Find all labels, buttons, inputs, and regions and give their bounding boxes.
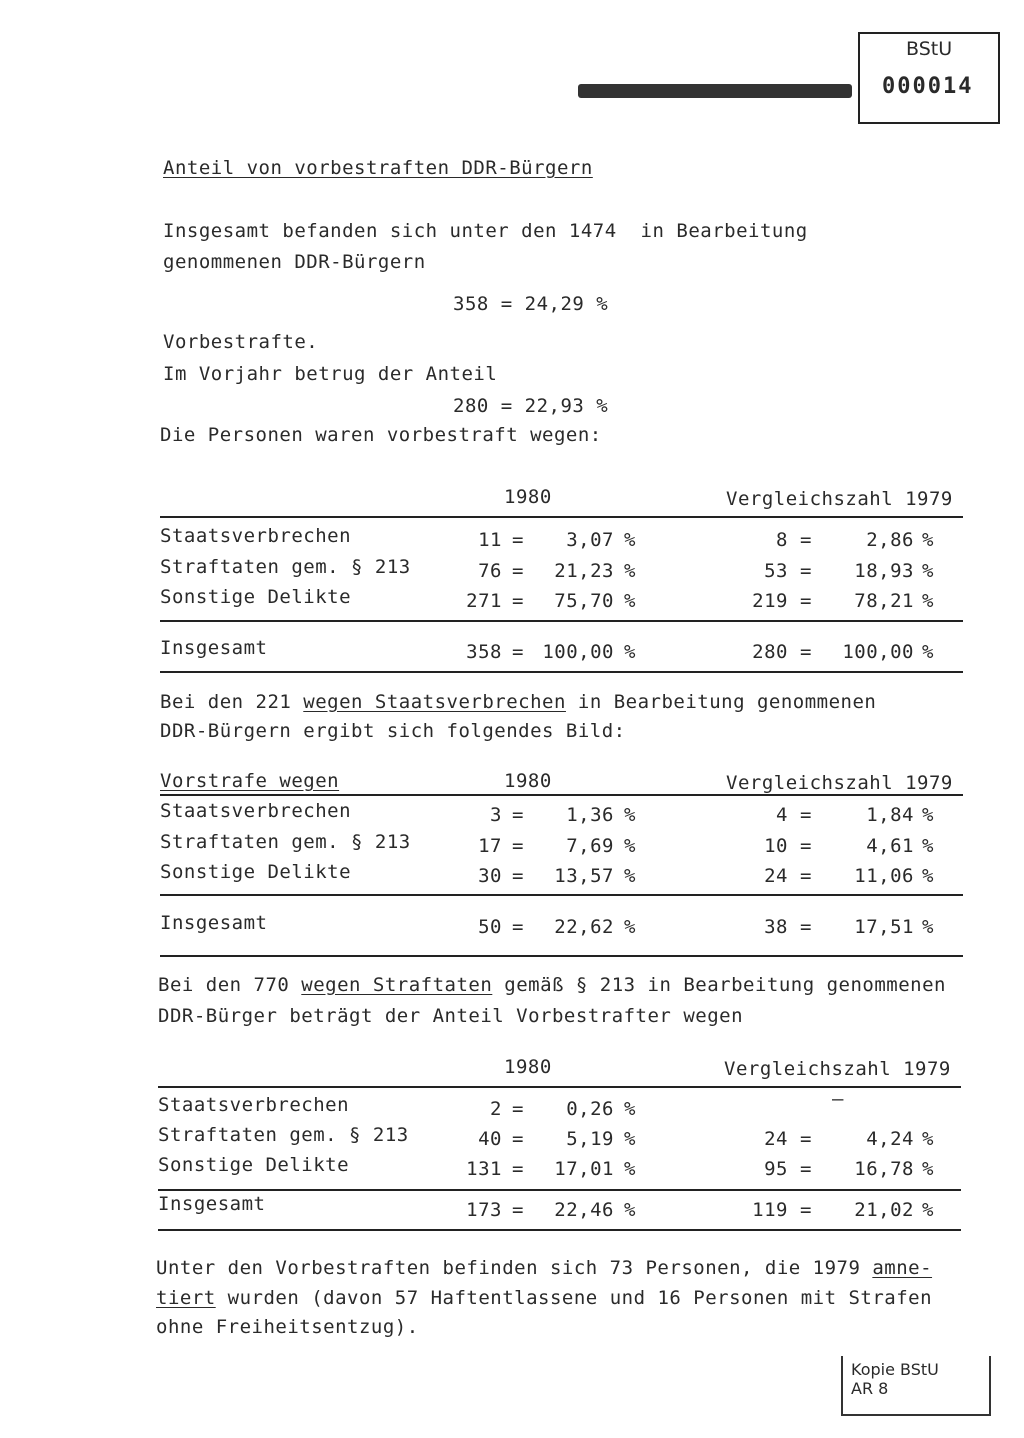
intro-line-1: Insgesamt befanden sich unter den 1474 in Bearbeitung <box>163 220 808 242</box>
total-n80: 173 <box>466 1199 502 1221</box>
row-n80: 17 <box>478 835 502 857</box>
row-pct: % <box>624 1158 636 1180</box>
row-eq: = <box>800 916 812 938</box>
row-p79: 16,78 <box>854 1158 914 1180</box>
row-n79: 24 <box>764 865 788 887</box>
para4-line-3: ohne Freiheitsentzug). <box>156 1316 419 1338</box>
row-pct: % <box>624 1199 636 1221</box>
intro-line-2: genommenen DDR-Bürgern <box>163 251 426 273</box>
row-pct: % <box>624 1098 636 1120</box>
para4-line-1: Unter den Vorbestraften befinden sich 73 Personen, die 1979 amne- <box>156 1257 933 1279</box>
intro-value-1: 358 = 24,29 % <box>453 293 609 315</box>
row-p79: 1,84 <box>866 804 914 826</box>
row-p79: 4,24 <box>866 1128 914 1150</box>
copy-stamp-line-2: AR 8 <box>851 1379 889 1398</box>
row-label: Staatsverbrechen <box>158 1094 350 1116</box>
row-p79: 11,06 <box>854 865 914 887</box>
row-p79: 78,21 <box>854 590 914 612</box>
row-p79: 2,86 <box>866 529 914 551</box>
total-n79: 38 <box>764 916 788 938</box>
para2-line-1: Bei den 221 wegen Staatsverbrechen in Bearbeitung genommenen <box>160 691 877 713</box>
row-p79: 4,61 <box>866 835 914 857</box>
row-n79: 10 <box>764 835 788 857</box>
row-eq: = <box>512 865 524 887</box>
table1-rule-mid <box>160 620 963 622</box>
table3-rule-mid <box>158 1189 961 1191</box>
row-eq: = <box>512 1128 524 1150</box>
row-eq: = <box>800 641 812 663</box>
row-n80: 131 <box>466 1158 502 1180</box>
total-n80: 358 <box>466 641 502 663</box>
row-n80: 11 <box>478 529 502 551</box>
row-n79: 24 <box>764 1128 788 1150</box>
row-pct: % <box>922 529 934 551</box>
total-n79: 280 <box>752 641 788 663</box>
row-p80: 13,57 <box>554 865 614 887</box>
row-eq: = <box>512 1158 524 1180</box>
para2-line-2: DDR-Bürgern ergibt sich folgendes Bild: <box>160 720 626 742</box>
table1-col-1979: Vergleichszahl 1979 <box>726 488 953 510</box>
row-label: Straftaten gem. § 213 <box>160 556 411 578</box>
row-n79: 8 <box>776 529 788 551</box>
row-eq: = <box>512 1098 524 1120</box>
row-p80: 21,23 <box>554 560 614 582</box>
total-label: Insgesamt <box>160 912 268 934</box>
row-eq: = <box>800 529 812 551</box>
row-pct: % <box>922 641 934 663</box>
table2-col-1979: Vergleichszahl 1979 <box>726 772 953 794</box>
intro-line-4: Im Vorjahr betrug der Anteil <box>163 363 498 385</box>
table1-col-1980: 1980 <box>504 486 552 508</box>
row-n80: 2 <box>490 1098 502 1120</box>
row-eq: = <box>512 1199 524 1221</box>
row-eq: = <box>800 1199 812 1221</box>
intro-line-3: Vorbestrafte. <box>163 331 319 353</box>
row-eq: = <box>512 835 524 857</box>
para3-line-2: DDR-Bürger beträgt der Anteil Vorbestrafter wegen <box>158 1005 744 1027</box>
row-n79: 53 <box>764 560 788 582</box>
row-eq: = <box>800 1128 812 1150</box>
row-eq: = <box>512 916 524 938</box>
row-p80: 0,26 <box>566 1098 614 1120</box>
row-eq: = <box>512 560 524 582</box>
row-pct: % <box>922 835 934 857</box>
row-n79: 95 <box>764 1158 788 1180</box>
intro-value-2: 280 = 22,93 % <box>453 395 609 417</box>
row-eq: = <box>512 804 524 826</box>
total-p79: 21,02 <box>854 1199 914 1221</box>
row-n80: 30 <box>478 865 502 887</box>
table1-rule-bottom <box>160 671 963 673</box>
total-p79: 100,00 <box>842 641 914 663</box>
table1-rule-top <box>160 516 963 518</box>
row-eq: = <box>800 804 812 826</box>
archive-stamp <box>858 32 1000 124</box>
row-n80: 40 <box>478 1128 502 1150</box>
row-pct: % <box>922 1199 934 1221</box>
row-label: Straftaten gem. § 213 <box>158 1124 409 1146</box>
row-n80: 3 <box>490 804 502 826</box>
total-label: Insgesamt <box>160 637 268 659</box>
copy-stamp <box>841 1356 991 1416</box>
table2-rule-mid <box>160 894 963 896</box>
row-p80: 3,07 <box>566 529 614 551</box>
row-p79: 18,93 <box>854 560 914 582</box>
para3-line-1: Bei den 770 wegen Straftaten gemäß § 213 in Bearbeitung genommenen <box>158 974 946 996</box>
row-n80: 76 <box>478 560 502 582</box>
total-p79: 17,51 <box>854 916 914 938</box>
row-pct: % <box>624 590 636 612</box>
row-p80: 5,19 <box>566 1128 614 1150</box>
row-n80: 271 <box>466 590 502 612</box>
row-pct: % <box>624 804 636 826</box>
row-eq: = <box>512 529 524 551</box>
row-pct: % <box>922 1158 934 1180</box>
table3-col-1979: Vergleichszahl 1979 <box>724 1058 951 1080</box>
table3-rule-bottom <box>158 1229 961 1231</box>
total-p80: 100,00 <box>542 641 614 663</box>
row-pct: % <box>922 590 934 612</box>
intro-line-5: Die Personen waren vorbestraft wegen: <box>160 424 602 446</box>
row-pct: % <box>624 641 636 663</box>
table2-rule-top <box>160 794 963 796</box>
row-eq: = <box>800 560 812 582</box>
row-pct: % <box>922 916 934 938</box>
para4-line-2: tiert wurden (davon 57 Haftentlassene und 16 Personen mit Strafen <box>156 1287 933 1309</box>
total-p80: 22,62 <box>554 916 614 938</box>
total-p80: 22,46 <box>554 1199 614 1221</box>
table2-rule-bottom <box>160 955 963 957</box>
table2-col-1980: 1980 <box>504 770 552 792</box>
row-n79: 4 <box>776 804 788 826</box>
row-label: Sonstige Delikte <box>158 1154 350 1176</box>
row-label: Staatsverbrechen <box>160 525 352 547</box>
row-eq: = <box>800 865 812 887</box>
page-heading: Anteil von vorbestraften DDR-Bürgern <box>163 157 593 179</box>
row-pct: % <box>624 835 636 857</box>
row-pct: % <box>922 804 934 826</box>
row-label: Sonstige Delikte <box>160 586 352 608</box>
row-eq: = <box>800 1158 812 1180</box>
row-p80: 75,70 <box>554 590 614 612</box>
stamp-label: BStU <box>906 38 953 60</box>
row-p80: 1,36 <box>566 804 614 826</box>
row-p80: 7,69 <box>566 835 614 857</box>
row-p80: 17,01 <box>554 1158 614 1180</box>
row-label: Staatsverbrechen <box>160 800 352 822</box>
redaction-bar <box>578 84 852 98</box>
total-label: Insgesamt <box>158 1193 266 1215</box>
total-n79: 119 <box>752 1199 788 1221</box>
row-eq: = <box>512 590 524 612</box>
stamp-number: 000014 <box>882 74 974 99</box>
table2-head-label: Vorstrafe wegen <box>160 770 340 792</box>
total-n80: 50 <box>478 916 502 938</box>
row-pct: % <box>922 1128 934 1150</box>
row-label: Sonstige Delikte <box>160 861 352 883</box>
row-pct: % <box>624 529 636 551</box>
row-pct: % <box>624 1128 636 1150</box>
row-eq: = <box>800 590 812 612</box>
row-pct: % <box>624 560 636 582</box>
row-p79-dash: – <box>832 1088 844 1110</box>
row-eq: = <box>512 641 524 663</box>
row-pct: % <box>922 865 934 887</box>
row-pct: % <box>624 865 636 887</box>
row-label: Straftaten gem. § 213 <box>160 831 411 853</box>
row-pct: % <box>922 560 934 582</box>
copy-stamp-line-1: Kopie BStU <box>851 1360 939 1379</box>
table3-col-1980: 1980 <box>504 1056 552 1078</box>
row-n79: 219 <box>752 590 788 612</box>
row-eq: = <box>800 835 812 857</box>
row-pct: % <box>624 916 636 938</box>
